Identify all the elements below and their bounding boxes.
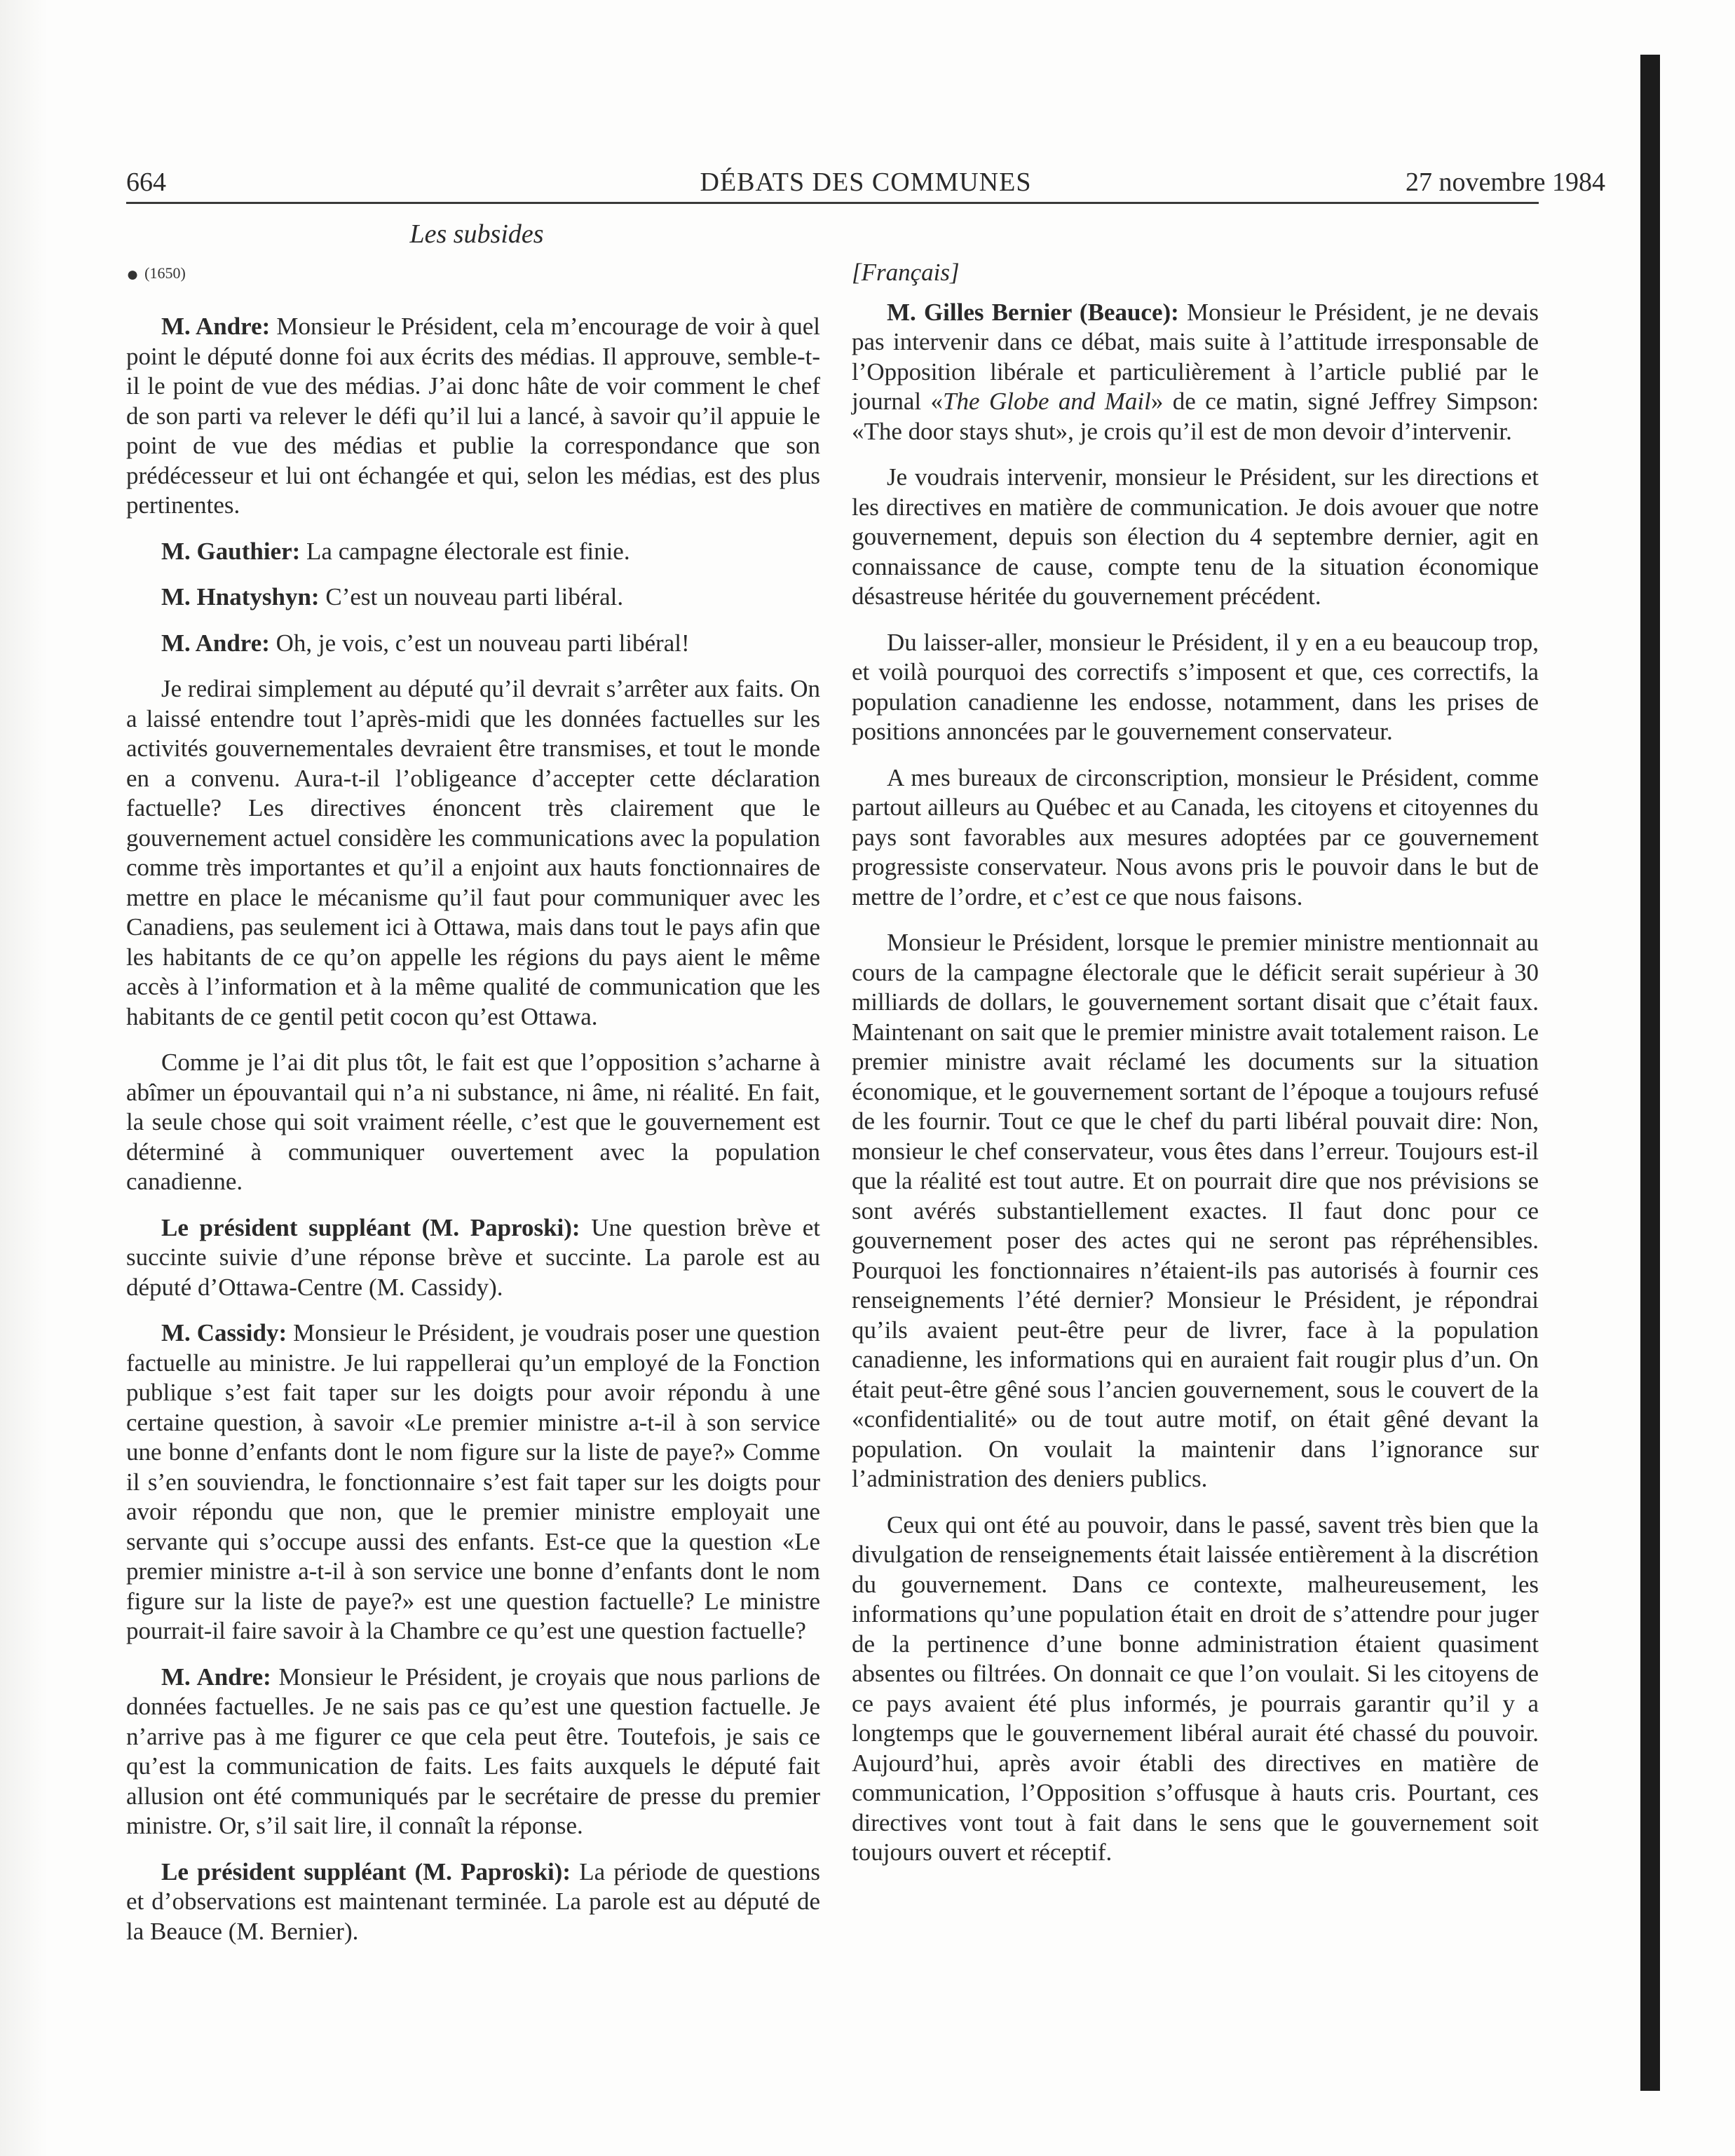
speaker-name: Le président suppléant (M. Paproski): bbox=[161, 1857, 571, 1885]
paragraph-text: La période de questions et d’observations est maintenant terminée. La parole est au député de la Beauce (M. Bernier). bbox=[126, 1857, 820, 1945]
left-paragraph bbox=[126, 629, 820, 659]
page-header bbox=[126, 161, 1605, 203]
left-paragraph bbox=[126, 1857, 820, 1947]
page-date: 27 novembre 1984 bbox=[1406, 168, 1605, 197]
paragraph-text: A mes bureaux de circonscription, monsieur le Président, comme partout ailleurs au Québec et au Canada, les citoyens et citoyennes du pays sont favorables aux mesures adoptées par ce gouvernement progressiste conservateur. Nous avons pris le pouvoir dans le but de mettre de l’ordre, et c’est ce que nous faisons. bbox=[852, 763, 1539, 910]
right-paragraph bbox=[852, 928, 1539, 1494]
right-paragraph bbox=[852, 298, 1539, 447]
left-paragraph bbox=[126, 582, 820, 613]
paragraph-text: Monsieur le Président, lorsque le premier ministre mentionnait au cours de la campagne électorale que le déficit serait supérieur à 30 milliards de dollars, le gouvernement sortant disait que c’était faux. Maintenant on sait que le premier ministre avait totalement raison. Le premier ministre avait réclamé les documents sur la situation économique, et le gouvernement sortant de l’époque a toujours refusé de les fournir. Tout ce que le chef du parti libéral pouvait dire: Non, monsieur le chef conservateur, vous êtes dans l’erreur. Toujours est-il que la réalité est tout autre. Et on pourrait dire que nos prévisions se sont avérés substantiellement exactes. Il faut donc pour ce gouvernement poser des actes qui ne seront pas répréhensibles. Pourquoi les fonctionnaires n’étaient-ils pas autorisés à fournir ces renseignements l’été dernier? Monsieur le Président, je répondrai qu’ils avaient peut-être peur de livrer, face à la population canadienne, les informations qui en auraient fait rougir plus d’un. On était peut-être gêné sous l’ancien gouvernement, sous le couvert de la «confidentialité» ou de tout autre motif, on était gêné devant la population. On voulait la maintenir dans l’ignorance sur l’administration des deniers publics. bbox=[852, 929, 1539, 1492]
page-number: 664 bbox=[126, 168, 166, 197]
right-paragraph bbox=[852, 628, 1539, 747]
speaker-name: M. Andre: bbox=[161, 1663, 271, 1691]
left-paragraph bbox=[126, 537, 820, 567]
speaker-name: M. Andre: bbox=[161, 313, 271, 340]
bullet-icon: ● bbox=[126, 263, 140, 286]
left-paragraph bbox=[126, 1663, 820, 1841]
language-tag: [Français] bbox=[852, 259, 960, 286]
speaker-name: M. Cassidy: bbox=[161, 1319, 287, 1346]
left-paragraph bbox=[126, 312, 820, 521]
paragraph-text: Monsieur le Président, je croyais que nous parlions de données factuelles. Je ne sais pas ce qu’est une question factuelle. Je n’arrive pas à me figurer ce que cela peut être. Toutefois, je sais ce qu’est la communication de faits. Les faits auxquels le député fait allusion ont été communiqués par le secrétaire de presse du premier ministre. Or, s’il sait lire, il connaît la réponse. bbox=[126, 1663, 821, 1839]
left-column bbox=[126, 312, 820, 1963]
paragraph-text-cont: » de ce matin, signé Jeffrey Simpson: «The door stays shut», je crois qu’il est de mon devoir d’intervenir. bbox=[852, 388, 1539, 445]
scan-binding-bar bbox=[1640, 55, 1660, 2091]
section-title: Les subsides bbox=[409, 219, 544, 249]
right-column bbox=[852, 258, 1539, 1884]
left-paragraph bbox=[126, 674, 820, 1032]
paragraph-text: Monsieur le Président, je ne devais pas intervenir dans ce débat, mais suite à l’attitude irresponsable de l’Opposition libérale et particulièrement à l’article publié par le journal « bbox=[852, 298, 1539, 415]
paragraph-text: Je redirai simplement au député qu’il devrait s’arrêter aux faits. On a laissé entendre tout l’après-midi que les données factuelles sur les activités gouvernementales devraient être transmises, et tout le monde en a convenu. Aura-t-il l’obligeance d’accepter cette déclaration factuelle? Les directives énoncent très clairement que le gouvernement actuel considère les communications avec la population comme très importantes et qu’il a enjoint aux hauts fonctionnaires de mettre en place le mécanisme qu’il faut pour communiquer avec les Canadiens, pas seulement ici à Ottawa, mais dans tout le pays afin que les habitants de ce qu’on appelle les régions du pays aient le même accès à l’information et à la même qualité de communication que les habitants de ce gentil petit cocon qu’est Ottawa. bbox=[126, 675, 820, 1030]
paragraph-text: Monsieur le Président, je voudrais poser une question factuelle au ministre. Je lui rappellerai qu’un employé de la Fonction publique s’est fait taper sur les doigts pour avoir répondu à une certaine question, à savoir «Le premier ministre a-t-il à son service une bonne d’enfants dont le nom figure sur la liste de paye?» Comme il s’en souviendra, le fonctionnaire s’est fait taper sur les doigts pour avoir répondu que non, que le premier ministre employait une servante qui s’occupe aussi des enfants. Est-ce que la question «Le premier ministre a-t-il à son service une bonne d’enfants dont le nom figure sur la liste de paye?» est une question factuelle? Le ministre pourrait-il faire savoir à la Chambre ce qu’est une question factuelle? bbox=[126, 1319, 820, 1644]
left-paragraph bbox=[126, 1048, 820, 1197]
time-marker bbox=[126, 263, 186, 287]
paragraph-text: Du laisser-aller, monsieur le Président, il y en a eu beaucoup trop, et voilà pourquoi des correctifs s’imposent et que, ces correctifs, la population canadienne les endosse, notamment, dans les prises de positions annoncées par le gouvernement conservateur. bbox=[852, 628, 1539, 745]
paragraph-text: Je voudrais intervenir, monsieur le Président, sur les directions et les directives en matière de communication. Je dois avouer que notre gouvernement, depuis son élection du 4 septembre dernier, agit en connaissance de cause, compte tenu de la situation économique désastreuse héritée du gouvernement précédent. bbox=[852, 463, 1539, 610]
journal-title: DÉBATS DES COMMUNES bbox=[700, 168, 1032, 197]
right-paragraph bbox=[852, 763, 1539, 913]
time-marker-label: (1650) bbox=[144, 264, 186, 282]
right-paragraph bbox=[852, 1510, 1539, 1868]
paragraph-text: Monsieur le Président, cela m’encourage de voir à quel point le député donne foi aux écrits des médias. Il approuve, semble-t-il le point de vue des médias. J’ai donc hâte de voir comment le chef de son parti va relever le défi qu’il lui a lancé, à savoir qu’il appuie le point de vue des médias et publie la correspondance que son prédécesseur et lui ont échangée et qui, selon les médias, est des plus pertinentes. bbox=[126, 313, 820, 519]
left-paragraph bbox=[126, 1213, 820, 1303]
speaker-name: M. Hnatyshyn: bbox=[161, 583, 320, 610]
paragraph-text: Une question brève et succinte suivie d’une réponse brève et succinte. La parole est au député d’Ottawa-Centre (M. Cassidy). bbox=[126, 1213, 820, 1301]
newspaper-title: The Globe and Mail bbox=[943, 388, 1151, 415]
speaker-name: Le président suppléant (M. Paproski): bbox=[161, 1213, 580, 1241]
paragraph-text: La campagne électorale est finie. bbox=[300, 537, 630, 565]
paragraph-text: Oh, je vois, c’est un nouveau parti libéral! bbox=[269, 629, 690, 657]
paragraph-text: C’est un nouveau parti libéral. bbox=[319, 583, 624, 610]
header-rule bbox=[126, 202, 1539, 204]
paragraph-text: Ceux qui ont été au pouvoir, dans le passé, savent très bien que la divulgation de renseignements était laissée entièrement à la discrétion du gouvernement. Dans ce contexte, malheureusement, les informations qu’une population était en droit de s’attendre pour juger de la pertinence d’une bonne administration étaient quasiment absentes ou filtrées. On donnait ce que l’on voulait. Si les citoyens de ce pays avaient été plus informés, je pourrais garantir qu’il y a longtemps que le gouvernement libéral aurait été chassé du pouvoir. Aujourd’hui, après avoir établi des directives en matière de communication, l’Opposition s’offusque à hauts cris. Pourtant, ces directives vont tout à fait dans le sens que le gouvernement soit toujours ouvert et réceptif. bbox=[852, 1510, 1539, 1866]
speaker-name: M. Gauthier: bbox=[161, 537, 301, 565]
paragraph-text: Comme je l’ai dit plus tôt, le fait est que l’opposition s’acharne à abîmer un épouvantail qui n’a ni substance, ni âme, ni réalité. En fait, la seule chose qui soit vraiment réelle, c’est que le gouvernement est déterminé à communiquer ouvertement avec la population canadienne. bbox=[126, 1049, 820, 1195]
right-paragraph bbox=[852, 463, 1539, 612]
speaker-name: M. Andre: bbox=[161, 629, 270, 657]
speaker-name: M. Gilles Bernier (Beauce): bbox=[887, 298, 1179, 326]
scan-edge bbox=[0, 0, 48, 2156]
left-paragraph bbox=[126, 1318, 820, 1646]
